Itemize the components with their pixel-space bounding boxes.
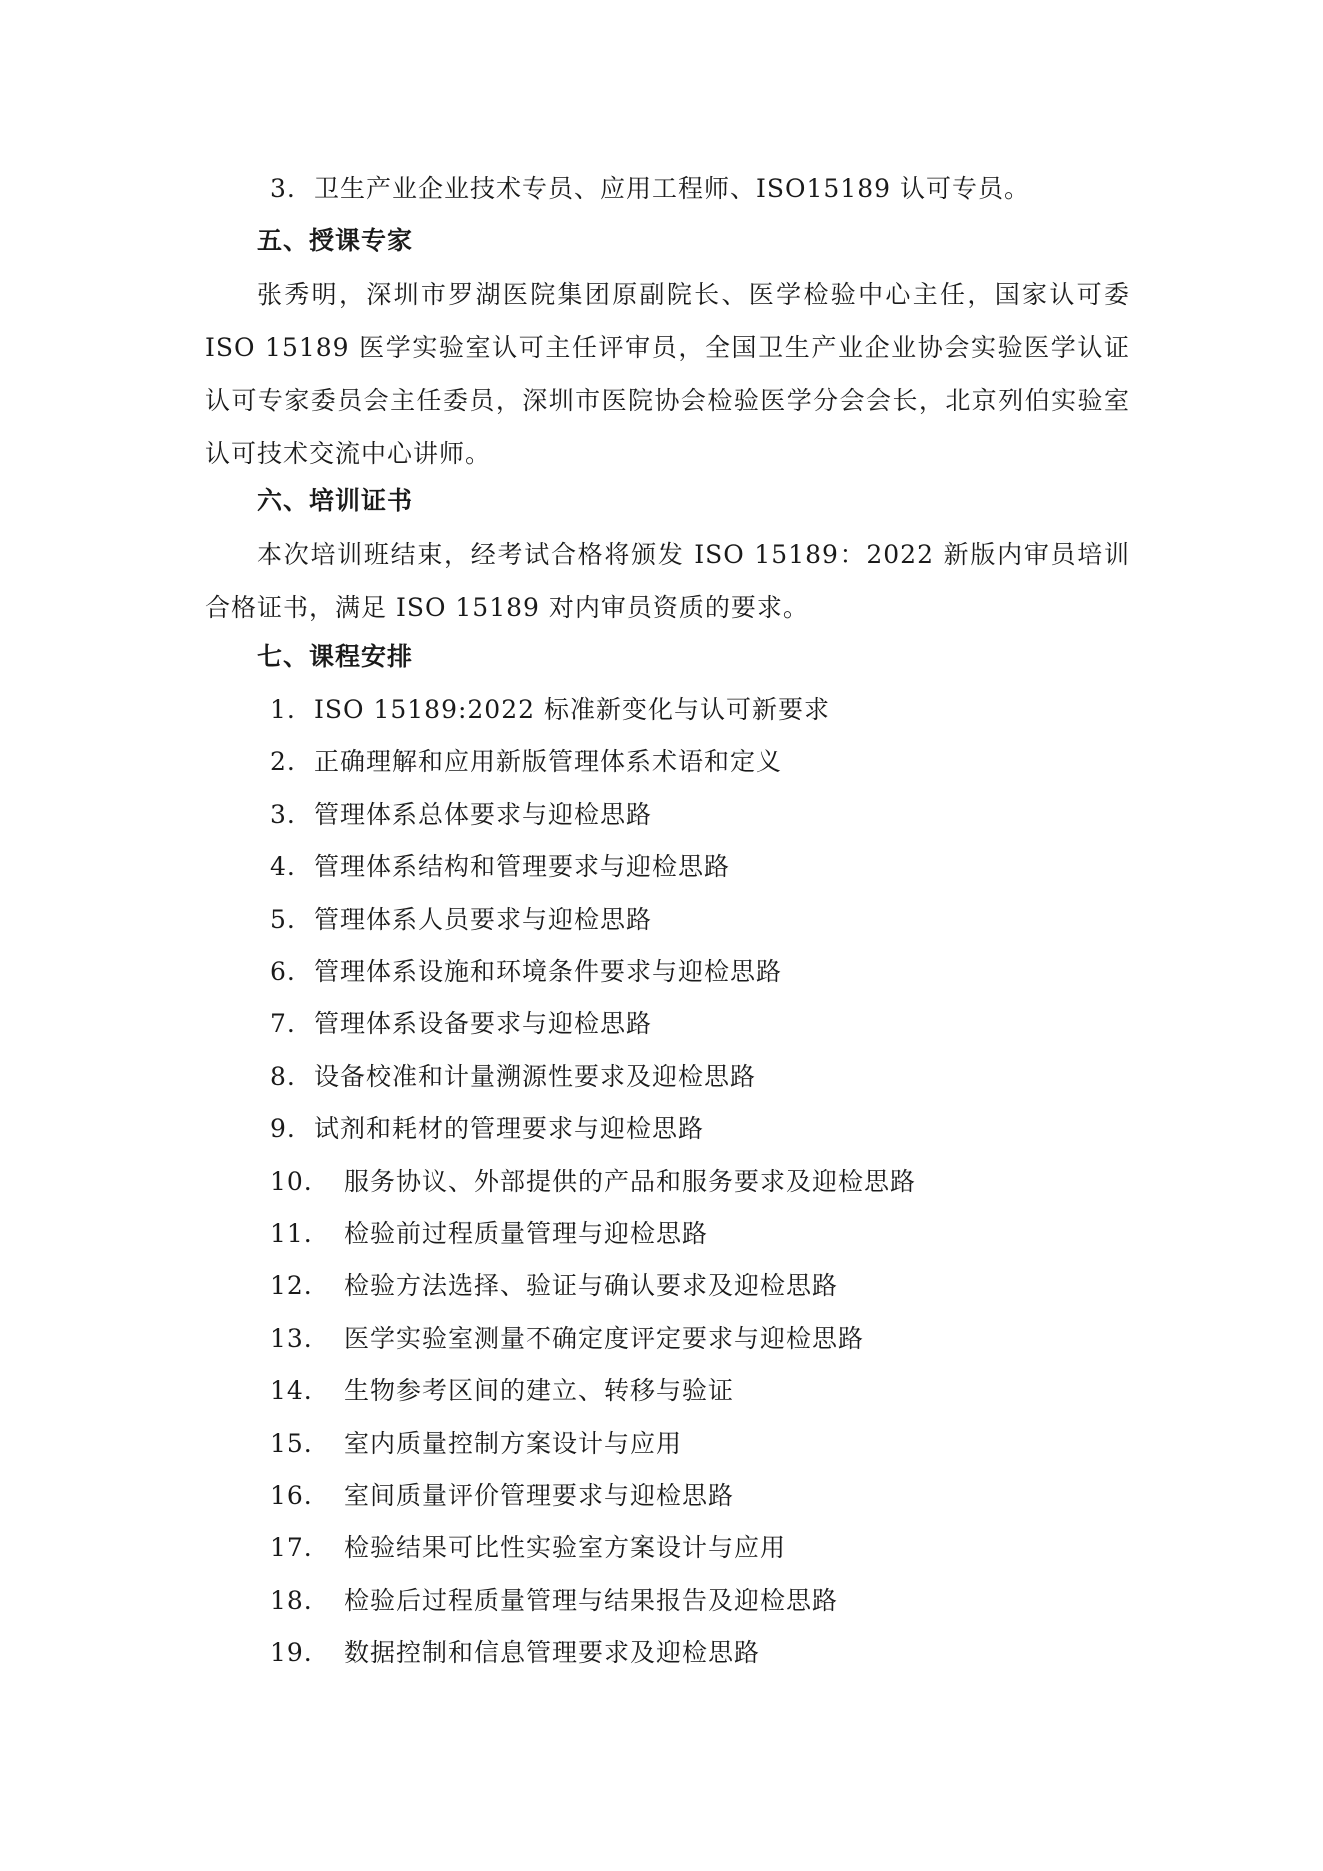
course-item-text: 试剂和耗材的管理要求与迎检思路 (314, 1114, 705, 1144)
course-item (270, 1007, 652, 1041)
course-item (270, 1531, 786, 1565)
course-item-number: 2. (270, 747, 296, 777)
course-item (270, 1112, 704, 1146)
course-item-text: 管理体系设施和环境条件要求与迎检思路 (314, 957, 783, 986)
course-item-text: 正确理解和应用新版管理体系术语和定义 (314, 747, 783, 777)
course-item-number: 6. (270, 957, 296, 986)
course-item (270, 745, 782, 779)
instructor-paragraph: 张秀明，深圳市罗湖医院集团原副院长、医学检验中心主任，国家认可委 ISO 15189 医学实验室认可主任评审员，全国卫生产业企业协会实验医学认证认可专家委员会主任委员，深圳市医院协会检验医学分会会长，北京列伯实验室认可技术交流中心讲师。 (205, 280, 1130, 468)
course-item-number: 5. (270, 904, 296, 934)
course-item-text: 管理体系结构和管理要求与迎检思路 (314, 852, 731, 882)
course-item (270, 1479, 734, 1513)
course-item-text: 室内质量控制方案设计与应用 (344, 1428, 683, 1458)
course-item-text: 检验结果可比性实验室方案设计与应用 (344, 1533, 787, 1563)
course-item (270, 903, 652, 937)
course-item (270, 1060, 756, 1094)
course-item-number: 18. (270, 1585, 313, 1615)
course-item (270, 850, 730, 884)
course-item-text: ISO 15189:2022 标准新变化与认可新要求 (314, 695, 830, 724)
course-item-number: 12. (270, 1271, 313, 1301)
course-item (270, 693, 830, 727)
course-item (270, 1217, 708, 1251)
course-item (270, 1165, 916, 1199)
course-item-text: 管理体系设备要求与迎检思路 (314, 1009, 653, 1039)
course-item-number: 19. (270, 1638, 313, 1668)
course-item (270, 1636, 760, 1670)
course-item-number: 17. (270, 1533, 313, 1563)
course-item-number: 15. (270, 1428, 313, 1458)
course-item-text: 检验前过程质量管理与迎检思路 (344, 1219, 709, 1248)
course-item (270, 798, 652, 832)
course-item-number: 14. (270, 1376, 313, 1406)
course-item-text: 数据控制和信息管理要求及迎检思路 (344, 1638, 761, 1668)
course-item-number: 1. (270, 695, 296, 724)
course-item-number: 3. (270, 799, 296, 829)
course-item (270, 955, 782, 989)
section-heading-instructor: 五、授课专家 (257, 226, 414, 255)
section-heading-schedule: 七、课程安排 (257, 642, 414, 671)
course-item-number: 11. (270, 1219, 313, 1248)
audience-item-text: 卫生产业企业技术专员、应用工程师、ISO15189 认可专员。 (314, 174, 1030, 203)
course-item-text: 生物参考区间的建立、转移与验证 (344, 1376, 735, 1406)
course-item (270, 1322, 864, 1356)
audience-item (270, 172, 1030, 206)
course-item (270, 1269, 838, 1303)
course-item-text: 检验后过程质量管理与结果报告及迎检思路 (344, 1585, 839, 1615)
course-item-number: 9. (270, 1114, 296, 1144)
section-heading-certificate: 六、培训证书 (257, 486, 414, 515)
course-item (270, 1584, 838, 1618)
audience-item-number: 3. (270, 174, 296, 203)
course-item-text: 管理体系人员要求与迎检思路 (314, 904, 653, 934)
course-item-text: 设备校准和计量溯源性要求及迎检思路 (314, 1061, 757, 1091)
certificate-paragraph: 本次培训班结束，经考试合格将颁发 ISO 15189：2022 新版内审员培训合格证书，满足 ISO 15189 对内审员资质的要求。 (205, 540, 1130, 622)
course-item-number: 10. (270, 1166, 313, 1196)
course-item-text: 医学实验室测量不确定度评定要求与迎检思路 (344, 1323, 865, 1353)
course-item-text: 服务协议、外部提供的产品和服务要求及迎检思路 (344, 1166, 917, 1196)
course-item-number: 8. (270, 1061, 296, 1091)
course-item-number: 4. (270, 852, 296, 882)
course-item (270, 1427, 682, 1461)
course-item-text: 管理体系总体要求与迎检思路 (314, 799, 653, 829)
course-item (270, 1374, 734, 1408)
course-item-text: 检验方法选择、验证与确认要求及迎检思路 (344, 1271, 839, 1301)
course-item-text: 室间质量评价管理要求与迎检思路 (344, 1481, 735, 1510)
course-item-number: 7. (270, 1009, 296, 1039)
course-item-number: 13. (270, 1323, 313, 1353)
course-item-number: 16. (270, 1481, 313, 1510)
